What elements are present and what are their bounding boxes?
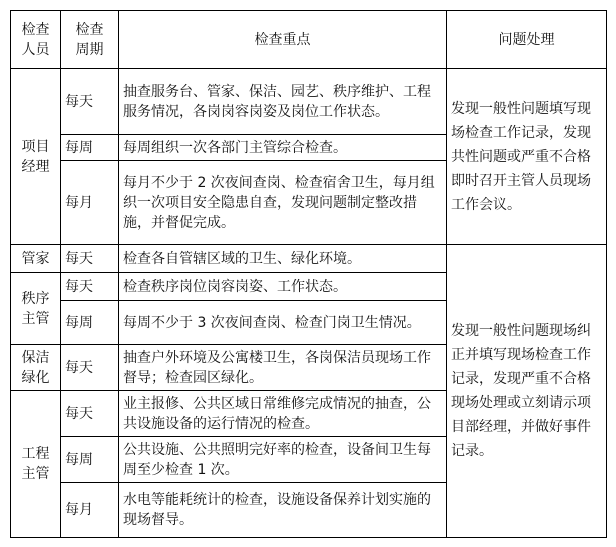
focus-cell: 每周组织一次各部门主管综合检查。 xyxy=(119,135,447,161)
period-cell: 每天 xyxy=(61,69,119,135)
period-cell: 每天 xyxy=(61,245,119,273)
focus-cell: 公共设施、公共照明完好率的检查，设备间卫生每周至少检查 1 次。 xyxy=(119,437,447,483)
period-cell: 每周 xyxy=(61,135,119,161)
table-row xyxy=(11,69,607,135)
focus-cell: 每周不少于 3 次夜间查岗、检查门岗卫生情况。 xyxy=(119,301,447,345)
focus-cell: 检查秩序岗位岗容岗姿、工作状态。 xyxy=(119,273,447,301)
person-security: 秩序 主管 xyxy=(11,273,61,345)
period-cell: 每天 xyxy=(61,391,119,437)
header-period: 检查 周期 xyxy=(61,11,119,69)
person-cleaning: 保洁 绿化 xyxy=(11,345,61,391)
focus-cell: 业主报修、公共区域日常维修完成情况的抽查，公共设施设备的运行情况的检查。 xyxy=(119,391,447,437)
focus-cell: 每月不少于 2 次夜间查岗、检查宿舍卫生，每月组织一次项目安全隐患自查，发现问题制定整改措施，并督促完成。 xyxy=(119,161,447,245)
period-cell: 每周 xyxy=(61,437,119,483)
person-engineering: 工程 主管 xyxy=(11,391,61,538)
person-housekeeper: 管家 xyxy=(11,245,61,273)
period-cell: 每月 xyxy=(61,483,119,538)
person-project-manager: 项目 经理 xyxy=(11,69,61,245)
focus-cell: 抽查户外环境及公寓楼卫生，各岗保洁员现场工作督导；检查园区绿化。 xyxy=(119,345,447,391)
header-person: 检查 人员 xyxy=(11,11,61,69)
period-cell: 每天 xyxy=(61,273,119,301)
focus-cell: 抽查服务台、管家、保洁、园艺、秩序维护、工程服务情况，各岗岗容岗姿及岗位工作状态。 xyxy=(119,69,447,135)
focus-cell: 检查各自管辖区域的卫生、绿化环境。 xyxy=(119,245,447,273)
period-cell: 每周 xyxy=(61,301,119,345)
handling-project-manager: 发现一般性问题填写现场检查工作记录，发现共性问题或严重不合格即时召开主管人员现场工作会议。 xyxy=(447,69,607,245)
period-cell: 每月 xyxy=(61,161,119,245)
handling-shared: 发现一般性问题现场纠正并填写现场检查工作记录，发现严重不合格现场处理或立刻请示项目部经理，并做好事件记录。 xyxy=(447,245,607,538)
header-handling: 问题处理 xyxy=(447,11,607,69)
header-focus: 检查重点 xyxy=(119,11,447,69)
period-cell: 每天 xyxy=(61,345,119,391)
header-row xyxy=(11,11,607,69)
table-row xyxy=(11,245,607,273)
focus-cell: 水电等能耗统计的检查，设施设备保养计划实施的现场督导。 xyxy=(119,483,447,538)
inspection-table xyxy=(10,10,607,538)
